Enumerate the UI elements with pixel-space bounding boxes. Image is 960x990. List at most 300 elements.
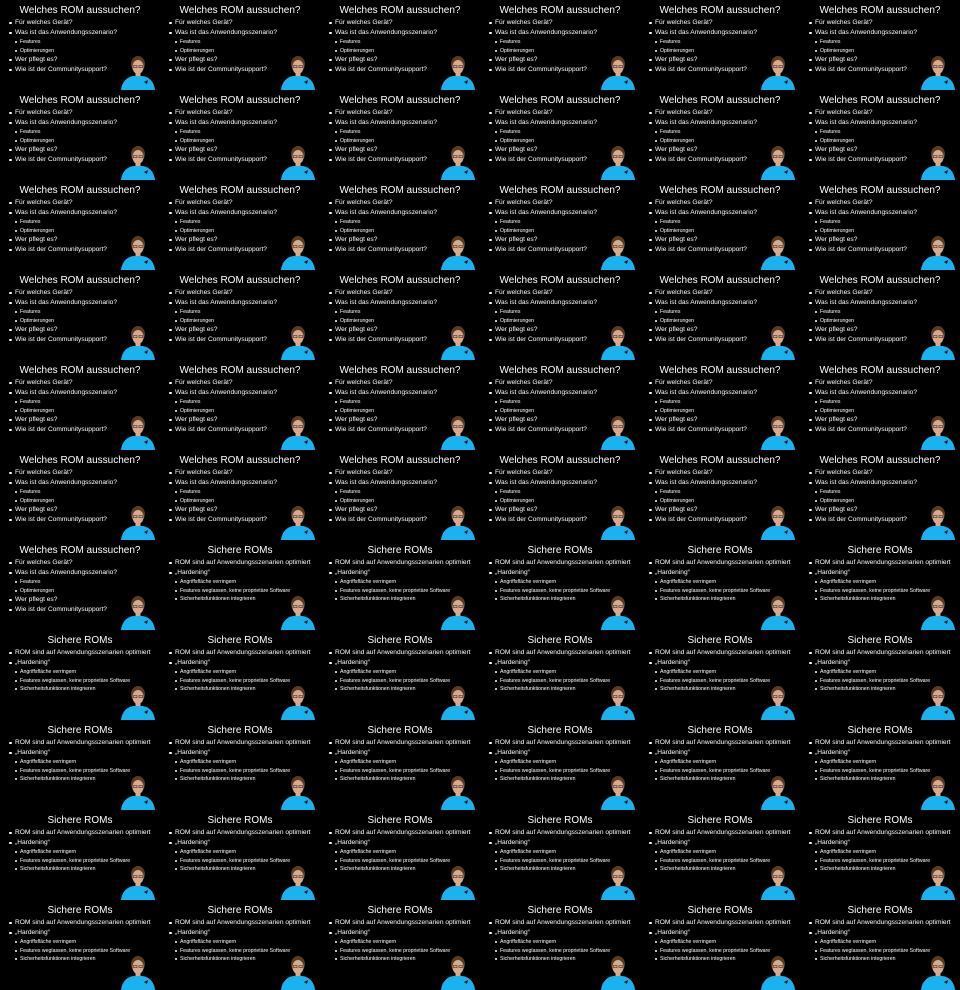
bullet-item: Was ist das Anwendungsszenario? <box>169 388 277 398</box>
slide-thumbnail[interactable] <box>480 720 640 810</box>
slide-title: Sichere ROMs <box>367 725 433 736</box>
bullet-item: Wer pflegt es? <box>809 415 917 425</box>
bullet-item: Wer pflegt es? <box>9 595 117 605</box>
sub-bullet-item: Optimierungen <box>489 47 597 56</box>
bullet-item: Wie ist der Communitysupport? <box>649 425 757 435</box>
slide-thumbnail[interactable] <box>800 720 960 810</box>
sub-bullet-item: Optimierungen <box>809 317 917 326</box>
bullet-item: Was ist das Anwendungsszenario? <box>329 28 437 38</box>
presenter-person-icon <box>919 682 957 720</box>
sub-bullet-item: Sicherheitsfunktionen integrieren <box>649 595 791 604</box>
sub-bullet-item: Features <box>9 218 117 227</box>
sub-bullet-item: Optimierungen <box>649 137 757 146</box>
slide-title: Welches ROM aussuchen? <box>499 5 621 16</box>
sub-bullet-item: Features weglassen, keine proprietäre Software <box>809 677 951 686</box>
slide-title: Welches ROM aussuchen? <box>819 455 941 466</box>
sub-bullet-item: Features <box>649 38 757 47</box>
slide-thumbnail[interactable] <box>800 450 960 540</box>
bullet-item: Für welches Gerät? <box>329 198 437 208</box>
sub-bullet-item: Sicherheitsfunktionen integrieren <box>649 685 791 694</box>
slide-title: Welches ROM aussuchen? <box>819 5 941 16</box>
bullet-item: Wie ist der Communitysupport? <box>649 65 757 75</box>
slide-thumbnail[interactable] <box>800 810 960 900</box>
bullet-item: Was ist das Anwendungsszenario? <box>9 388 117 398</box>
bullet-item: Wer pflegt es? <box>649 55 757 65</box>
slide-thumbnail[interactable] <box>480 900 640 990</box>
slide-thumbnail[interactable] <box>160 270 320 360</box>
sub-bullet-item: Features weglassen, keine proprietäre Software <box>9 947 151 956</box>
slide-thumbnail[interactable] <box>320 270 480 360</box>
slide-title: Sichere ROMs <box>367 815 433 826</box>
slide-title: Welches ROM aussuchen? <box>339 365 461 376</box>
bullet-item: Für welches Gerät? <box>169 108 277 118</box>
presenter-person-icon <box>279 952 317 990</box>
sub-bullet-item: Optimierungen <box>649 407 757 416</box>
sub-bullet-item: Optimierungen <box>649 317 757 326</box>
bullet-item: „Hardening“ <box>489 838 631 848</box>
bullet-item: Für welches Gerät? <box>809 108 917 118</box>
slide-thumbnail[interactable] <box>160 90 320 180</box>
sub-bullet-item: Angriffsfläche verringern <box>809 578 951 587</box>
presenter-person-icon <box>279 322 317 360</box>
bullet-item: Für welches Gerät? <box>809 198 917 208</box>
presenter-person-icon <box>759 322 797 360</box>
sub-bullet-item: Features <box>489 38 597 47</box>
sub-bullet-item: Features weglassen, keine proprietäre Software <box>329 587 471 596</box>
presenter-person-icon <box>439 682 477 720</box>
bullet-item: Wie ist der Communitysupport? <box>329 65 437 75</box>
slide-title: Welches ROM aussuchen? <box>499 455 621 466</box>
bullet-item: Für welches Gerät? <box>169 198 277 208</box>
slide-bullet-list <box>169 18 277 75</box>
slide-thumbnail[interactable] <box>640 180 800 270</box>
bullet-item: Wie ist der Communitysupport? <box>169 155 277 165</box>
slide-thumbnail[interactable] <box>160 900 320 990</box>
bullet-item: Wer pflegt es? <box>9 235 117 245</box>
bullet-item: Wer pflegt es? <box>649 325 757 335</box>
sub-bullet-item: Angriffsfläche verringern <box>329 848 471 857</box>
slide-title: Welches ROM aussuchen? <box>339 275 461 286</box>
slide-thumbnail[interactable] <box>480 0 640 90</box>
slide-thumbnail[interactable] <box>640 450 800 540</box>
slide-thumbnail[interactable] <box>160 630 320 720</box>
sub-bullet-item: Optimierungen <box>169 317 277 326</box>
slide-thumbnail[interactable] <box>160 720 320 810</box>
presenter-person-icon <box>919 412 957 450</box>
sub-bullet-item: Optimierungen <box>9 47 117 56</box>
sub-bullet-item: Angriffsfläche verringern <box>489 938 631 947</box>
slide-title: Sichere ROMs <box>847 635 913 646</box>
sub-bullet-item: Features <box>649 128 757 137</box>
slide-thumbnail[interactable] <box>800 90 960 180</box>
slide-title: Sichere ROMs <box>527 815 593 826</box>
presenter-person-icon <box>439 502 477 540</box>
slide-thumbnail[interactable] <box>0 630 160 720</box>
bullet-item: Für welches Gerät? <box>489 378 597 388</box>
presenter-person-icon <box>279 232 317 270</box>
bullet-item: ROM sind auf Anwendungsszenarien optimiert <box>489 648 631 658</box>
presenter-person-icon <box>759 592 797 630</box>
bullet-item: „Hardening“ <box>9 838 151 848</box>
bullet-item: Wer pflegt es? <box>9 505 117 515</box>
bullet-item: Wie ist der Communitysupport? <box>489 65 597 75</box>
sub-bullet-item: Sicherheitsfunktionen integrieren <box>169 775 311 784</box>
slide-bullet-list <box>169 198 277 255</box>
bullet-item: „Hardening“ <box>9 658 151 668</box>
slide-title: Sichere ROMs <box>687 635 753 646</box>
sub-bullet-item: Features <box>169 38 277 47</box>
slide-thumbnail[interactable] <box>160 450 320 540</box>
presenter-person-icon <box>759 232 797 270</box>
sub-bullet-item: Features <box>489 128 597 137</box>
bullet-item: Wer pflegt es? <box>809 235 917 245</box>
sub-bullet-item: Sicherheitsfunktionen integrieren <box>809 775 951 784</box>
slide-thumbnail[interactable] <box>480 630 640 720</box>
bullet-item: Für welches Gerät? <box>489 198 597 208</box>
bullet-item: Was ist das Anwendungsszenario? <box>9 208 117 218</box>
presenter-person-icon <box>759 142 797 180</box>
sub-bullet-item: Sicherheitsfunktionen integrieren <box>329 775 471 784</box>
sub-bullet-item: Features <box>809 398 917 407</box>
sub-bullet-item: Sicherheitsfunktionen integrieren <box>489 685 631 694</box>
presenter-person-icon <box>919 502 957 540</box>
bullet-item: „Hardening“ <box>649 838 791 848</box>
slide-title: Sichere ROMs <box>207 815 273 826</box>
sub-bullet-item: Angriffsfläche verringern <box>489 578 631 587</box>
slide-thumbnail[interactable] <box>800 180 960 270</box>
slide-thumbnail[interactable] <box>160 810 320 900</box>
bullet-item: ROM sind auf Anwendungsszenarien optimiert <box>809 558 951 568</box>
sub-bullet-item: Optimierungen <box>329 227 437 236</box>
slide-thumbnail[interactable] <box>320 810 480 900</box>
bullet-item: Wie ist der Communitysupport? <box>9 515 117 525</box>
sub-bullet-item: Sicherheitsfunktionen integrieren <box>9 865 151 874</box>
slide-bullet-list <box>649 18 757 75</box>
bullet-item: Was ist das Anwendungsszenario? <box>9 298 117 308</box>
sub-bullet-item: Sicherheitsfunktionen integrieren <box>329 955 471 964</box>
slide-thumbnail[interactable] <box>640 90 800 180</box>
slide-thumbnail[interactable] <box>480 270 640 360</box>
sub-bullet-item: Sicherheitsfunktionen integrieren <box>809 685 951 694</box>
sub-bullet-item: Sicherheitsfunktionen integrieren <box>489 775 631 784</box>
slide-title: Welches ROM aussuchen? <box>179 365 301 376</box>
slide-thumbnail[interactable] <box>0 810 160 900</box>
slide-title: Welches ROM aussuchen? <box>819 185 941 196</box>
bullet-item: Was ist das Anwendungsszenario? <box>489 118 597 128</box>
presenter-person-icon <box>119 862 157 900</box>
bullet-item: Wie ist der Communitysupport? <box>329 335 437 345</box>
slide-thumbnail[interactable] <box>480 540 640 630</box>
slide-thumbnail[interactable] <box>800 270 960 360</box>
bullet-item: „Hardening“ <box>649 928 791 938</box>
sub-bullet-item: Features <box>489 308 597 317</box>
sub-bullet-item: Optimierungen <box>329 497 437 506</box>
sub-bullet-item: Features weglassen, keine proprietäre Software <box>489 947 631 956</box>
sub-bullet-item: Features <box>169 308 277 317</box>
sub-bullet-item: Sicherheitsfunktionen integrieren <box>649 955 791 964</box>
bullet-item: Was ist das Anwendungsszenario? <box>169 478 277 488</box>
bullet-item: Wer pflegt es? <box>329 415 437 425</box>
sub-bullet-item: Angriffsfläche verringern <box>9 848 151 857</box>
slide-thumbnail[interactable] <box>640 540 800 630</box>
bullet-item: ROM sind auf Anwendungsszenarien optimiert <box>9 828 151 838</box>
slide-thumbnail[interactable] <box>0 900 160 990</box>
slide-title: Welches ROM aussuchen? <box>179 95 301 106</box>
slide-title: Sichere ROMs <box>367 545 433 556</box>
bullet-item: ROM sind auf Anwendungsszenarien optimiert <box>649 918 791 928</box>
slide-bullet-list <box>489 198 597 255</box>
sub-bullet-item: Angriffsfläche verringern <box>649 668 791 677</box>
presenter-person-icon <box>919 862 957 900</box>
slide-thumbnail[interactable] <box>640 810 800 900</box>
bullet-item: Was ist das Anwendungsszenario? <box>809 388 917 398</box>
sub-bullet-item: Angriffsfläche verringern <box>329 758 471 767</box>
bullet-item: Wie ist der Communitysupport? <box>9 155 117 165</box>
bullet-item: Was ist das Anwendungsszenario? <box>329 388 437 398</box>
bullet-item: Für welches Gerät? <box>649 18 757 28</box>
slide-thumbnail[interactable] <box>480 450 640 540</box>
slide-thumbnail[interactable] <box>0 90 160 180</box>
bullet-item: Wie ist der Communitysupport? <box>9 605 117 615</box>
sub-bullet-item: Sicherheitsfunktionen integrieren <box>169 865 311 874</box>
presenter-person-icon <box>599 142 637 180</box>
slide-title: Welches ROM aussuchen? <box>659 185 781 196</box>
bullet-item: Für welches Gerät? <box>169 378 277 388</box>
sub-bullet-item: Features weglassen, keine proprietäre Software <box>649 857 791 866</box>
slide-thumbnail[interactable] <box>800 900 960 990</box>
presenter-person-icon <box>119 142 157 180</box>
slide-thumbnail[interactable] <box>480 810 640 900</box>
bullet-item: Was ist das Anwendungsszenario? <box>649 118 757 128</box>
bullet-item: Für welches Gerät? <box>329 288 437 298</box>
sub-bullet-item: Sicherheitsfunktionen integrieren <box>9 685 151 694</box>
slide-thumbnail[interactable] <box>640 720 800 810</box>
sub-bullet-item: Features <box>649 308 757 317</box>
slide-thumbnail[interactable] <box>0 0 160 90</box>
sub-bullet-item: Features weglassen, keine proprietäre Software <box>329 947 471 956</box>
slide-title: Welches ROM aussuchen? <box>19 455 141 466</box>
sub-bullet-item: Features weglassen, keine proprietäre Software <box>809 947 951 956</box>
bullet-item: Wer pflegt es? <box>649 235 757 245</box>
presenter-person-icon <box>599 862 637 900</box>
presenter-person-icon <box>279 52 317 90</box>
slide-thumbnail[interactable] <box>480 360 640 450</box>
slide-title: Welches ROM aussuchen? <box>179 185 301 196</box>
presenter-person-icon <box>599 232 637 270</box>
presenter-person-icon <box>279 502 317 540</box>
sub-bullet-item: Features <box>809 38 917 47</box>
bullet-item: „Hardening“ <box>169 928 311 938</box>
bullet-item: Wie ist der Communitysupport? <box>329 515 437 525</box>
bullet-item: Was ist das Anwendungsszenario? <box>649 28 757 38</box>
sub-bullet-item: Angriffsfläche verringern <box>489 758 631 767</box>
sub-bullet-item: Optimierungen <box>329 137 437 146</box>
slide-thumbnail[interactable] <box>320 540 480 630</box>
sub-bullet-item: Sicherheitsfunktionen integrieren <box>649 865 791 874</box>
slide-bullet-list <box>809 108 917 165</box>
sub-bullet-item: Angriffsfläche verringern <box>169 578 311 587</box>
slide-bullet-list <box>9 198 117 255</box>
slide-thumbnail[interactable] <box>640 270 800 360</box>
presenter-person-icon <box>119 412 157 450</box>
sub-bullet-item: Features weglassen, keine proprietäre Software <box>169 677 311 686</box>
slide-thumbnail[interactable] <box>320 900 480 990</box>
slide-thumbnail[interactable] <box>0 180 160 270</box>
bullet-item: Wer pflegt es? <box>169 505 277 515</box>
presenter-person-icon <box>119 772 157 810</box>
sub-bullet-item: Features weglassen, keine proprietäre Software <box>489 857 631 866</box>
slide-thumbnail[interactable] <box>160 540 320 630</box>
slide-thumbnail[interactable] <box>800 360 960 450</box>
slide-thumbnail[interactable] <box>800 630 960 720</box>
slide-thumbnail[interactable] <box>320 0 480 90</box>
bullet-item: Was ist das Anwendungsszenario? <box>649 388 757 398</box>
bullet-item: Wie ist der Communitysupport? <box>329 245 437 255</box>
bullet-item: Wer pflegt es? <box>169 325 277 335</box>
presenter-person-icon <box>599 772 637 810</box>
bullet-item: Für welches Gerät? <box>9 18 117 28</box>
slide-thumbnail[interactable] <box>640 360 800 450</box>
bullet-item: Wer pflegt es? <box>809 55 917 65</box>
slide-thumbnail[interactable] <box>480 90 640 180</box>
slide-thumbnail[interactable] <box>320 180 480 270</box>
bullet-item: ROM sind auf Anwendungsszenarien optimiert <box>489 558 631 568</box>
presenter-person-icon <box>439 862 477 900</box>
bullet-item: ROM sind auf Anwendungsszenarien optimiert <box>809 738 951 748</box>
slide-title: Welches ROM aussuchen? <box>339 5 461 16</box>
presenter-person-icon <box>439 592 477 630</box>
sub-bullet-item: Features weglassen, keine proprietäre Software <box>329 767 471 776</box>
sub-bullet-item: Sicherheitsfunktionen integrieren <box>329 595 471 604</box>
slide-thumbnail[interactable] <box>800 0 960 90</box>
slide-title: Welches ROM aussuchen? <box>19 365 141 376</box>
bullet-item: Wie ist der Communitysupport? <box>649 515 757 525</box>
slide-bullet-list <box>169 378 277 435</box>
slide-thumbnail[interactable] <box>640 900 800 990</box>
slide-thumbnail[interactable] <box>640 630 800 720</box>
bullet-item: Wie ist der Communitysupport? <box>489 425 597 435</box>
slide-bullet-list <box>329 18 437 75</box>
slide-thumbnail[interactable] <box>640 0 800 90</box>
sub-bullet-item: Optimierungen <box>809 407 917 416</box>
slide-thumbnail[interactable] <box>320 450 480 540</box>
slide-title: Welches ROM aussuchen? <box>19 185 141 196</box>
slide-thumbnail[interactable] <box>0 540 160 630</box>
slide-thumbnail[interactable] <box>0 720 160 810</box>
sub-bullet-item: Optimierungen <box>9 227 117 236</box>
bullet-item: Was ist das Anwendungsszenario? <box>809 28 917 38</box>
slide-thumbnail[interactable] <box>320 720 480 810</box>
slide-thumbnail[interactable] <box>0 270 160 360</box>
bullet-item: „Hardening“ <box>9 928 151 938</box>
slide-thumbnail[interactable] <box>160 180 320 270</box>
sub-bullet-item: Features <box>9 38 117 47</box>
sub-bullet-item: Features weglassen, keine proprietäre Software <box>649 587 791 596</box>
sub-bullet-item: Features weglassen, keine proprietäre Software <box>489 587 631 596</box>
bullet-item: ROM sind auf Anwendungsszenarien optimiert <box>809 648 951 658</box>
bullet-item: „Hardening“ <box>329 658 471 668</box>
bullet-item: Was ist das Anwendungsszenario? <box>489 298 597 308</box>
sub-bullet-item: Features weglassen, keine proprietäre Software <box>809 767 951 776</box>
bullet-item: Was ist das Anwendungsszenario? <box>489 28 597 38</box>
bullet-item: Wie ist der Communitysupport? <box>329 155 437 165</box>
sub-bullet-item: Angriffsfläche verringern <box>809 758 951 767</box>
bullet-item: Was ist das Anwendungsszenario? <box>649 208 757 218</box>
slide-title: Sichere ROMs <box>207 635 273 646</box>
sub-bullet-item: Angriffsfläche verringern <box>169 938 311 947</box>
bullet-item: „Hardening“ <box>329 838 471 848</box>
sub-bullet-item: Sicherheitsfunktionen integrieren <box>169 955 311 964</box>
presenter-person-icon <box>439 142 477 180</box>
bullet-item: ROM sind auf Anwendungsszenarien optimiert <box>329 918 471 928</box>
sub-bullet-item: Features weglassen, keine proprietäre Software <box>809 857 951 866</box>
bullet-item: ROM sind auf Anwendungsszenarien optimiert <box>649 828 791 838</box>
slide-title: Sichere ROMs <box>527 635 593 646</box>
slide-thumbnail[interactable] <box>160 0 320 90</box>
slide-bullet-list <box>489 108 597 165</box>
slide-bullet-list <box>9 108 117 165</box>
slide-title: Welches ROM aussuchen? <box>819 95 941 106</box>
bullet-item: Wer pflegt es? <box>649 145 757 155</box>
sub-bullet-item: Features weglassen, keine proprietäre Software <box>329 677 471 686</box>
sub-bullet-item: Angriffsfläche verringern <box>169 848 311 857</box>
sub-bullet-item: Features <box>169 218 277 227</box>
presenter-person-icon <box>759 52 797 90</box>
presenter-person-icon <box>759 772 797 810</box>
slide-title: Welches ROM aussuchen? <box>659 455 781 466</box>
slide-thumbnail[interactable] <box>0 360 160 450</box>
bullet-item: Für welches Gerät? <box>809 18 917 28</box>
sub-bullet-item: Optimierungen <box>329 47 437 56</box>
presenter-person-icon <box>279 862 317 900</box>
bullet-item: „Hardening“ <box>329 748 471 758</box>
slide-bullet-list <box>489 378 597 435</box>
bullet-item: „Hardening“ <box>169 838 311 848</box>
slide-bullet-list <box>809 378 917 435</box>
bullet-item: Wer pflegt es? <box>809 505 917 515</box>
sub-bullet-item: Features <box>169 128 277 137</box>
slide-thumbnail[interactable] <box>480 180 640 270</box>
slide-thumbnail[interactable] <box>320 90 480 180</box>
bullet-item: ROM sind auf Anwendungsszenarien optimiert <box>329 648 471 658</box>
bullet-item: Für welches Gerät? <box>9 198 117 208</box>
slide-title: Sichere ROMs <box>527 905 593 916</box>
slide-thumbnail[interactable] <box>320 360 480 450</box>
presenter-person-icon <box>279 772 317 810</box>
slide-title: Sichere ROMs <box>47 815 113 826</box>
sub-bullet-item: Features weglassen, keine proprietäre Software <box>649 767 791 776</box>
presenter-person-icon <box>919 592 957 630</box>
slide-title: Sichere ROMs <box>847 545 913 556</box>
slide-thumbnail[interactable] <box>160 360 320 450</box>
bullet-item: Was ist das Anwendungsszenario? <box>649 298 757 308</box>
sub-bullet-item: Sicherheitsfunktionen integrieren <box>809 955 951 964</box>
presenter-person-icon <box>119 682 157 720</box>
slide-thumbnail[interactable] <box>320 630 480 720</box>
slide-thumbnail[interactable] <box>0 450 160 540</box>
bullet-item: „Hardening“ <box>169 658 311 668</box>
slide-bullet-list <box>649 108 757 165</box>
sub-bullet-item: Angriffsfläche verringern <box>809 848 951 857</box>
slide-thumbnail[interactable] <box>800 540 960 630</box>
presenter-person-icon <box>919 322 957 360</box>
sub-bullet-item: Optimierungen <box>649 47 757 56</box>
bullet-item: Wie ist der Communitysupport? <box>809 425 917 435</box>
sub-bullet-item: Optimierungen <box>9 587 117 596</box>
sub-bullet-item: Features weglassen, keine proprietäre Software <box>649 947 791 956</box>
sub-bullet-item: Angriffsfläche verringern <box>329 668 471 677</box>
bullet-item: Wer pflegt es? <box>489 235 597 245</box>
